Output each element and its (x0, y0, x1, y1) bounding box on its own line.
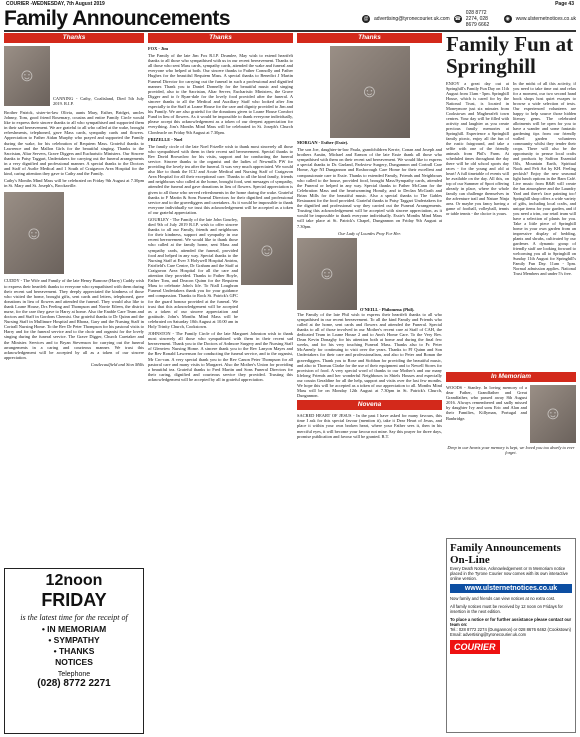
column-2 (148, 33, 293, 733)
online-notices-ad (446, 538, 576, 733)
notice-gourley-body: GOURLEY - The Family of the late John Gourley, died 9th of July 2019 R.I.P. wish to offer sincere thanks to all our Family, friends and neighbours for their kindness, support and sympathy in our recent bereavement. We would like to thank those who called at the family home, sent Mass and sympathy cards, attended the funeral, provided food and helped in any way. Special thanks to the Nursing Staff at Ever 3 Holywell Hospital Antrim, Fairfield's Care Centre, Dr Graham and the Staff at Craigavon Area Hospital for all the care and attention they provided. Thanks to Father Boyle, Father Tom, and Deacon Quinn for the Requiem Mass to celebrate John's life. To Niall Loughran Funeral Undertakers thank you for your guidance and compassion. Thanks to Rock St. Patrick's GFC for the guard honour provided at the funeral. We trust that this acknowledgement will be accepted as a token of our sincere appreciation and gratitude. John's Months Mind Mass will be celebrated on Saturday 10th August at 10.00 am in Holy Trinity Church, Cookstown. (148, 217, 238, 329)
phone-icon: ☎ (454, 16, 461, 22)
notice-novena-body: SACRED HEART OF JESUS - In the past I have asked for many favours, this time I ask for this special favour (mention it), take it Dear Heart of Jesus, and place it within your own broken heart, where your Father sees it, then in his merciful eyes, it will become your favour not mine. Say this prayer for three days, promise publication and favour will be granted. R.T. (297, 413, 442, 439)
deadline-time: 12noon (45, 572, 103, 589)
inmemoriam-section (446, 372, 576, 534)
notice-morgan-body: The son Joe, daughter-in-law Paula, grandchildren Kerrie, Conan and Joseph and brothers Austin, Michael and Eamon of the late Essie thank all those who sympathised with them on their recent sad bereavement. We would like to express a special thanks to Dr. Garland, Parkview Surgery, Dungannon and Cortrall Care Home, Age NI Dungannon and Rosborough Care Home for their excellent and compassionate care to Essie. Thanks to extended Family, Friends and Neighbours who called to the house, provided food, brought Mass/Sympathy cards, attended the Funeral or helped in any way. Special thanks to Father McCann for the Celebration Mass and the heartwarming Homily, and to Declan McGrath and Brian Mills for the beautiful music. Also a special thanks to The Gables Restaurant for the food provided. Grateful thanks to Patsy Taggart Undertakers for the dignified and professional way they carried out the Funeral Arrangements. Trusting this acknowledgement will be accepted with sincere appreciation, as it would be impossible to thank everyone individually. Essie's Months Mind Mass will take place at St. Patrick's Chapel, Dungannon on Friday 9th August at 7.30pm. (297, 147, 442, 229)
thanks-band: Thanks (148, 33, 293, 43)
section-header (4, 8, 576, 30)
inmemoriam-band: In Memoriam (446, 372, 576, 382)
deadline-item: • IN MEMORIAM (41, 624, 107, 634)
contact-phone: 028 8772 2274, 028 8679 6662 (465, 10, 490, 28)
issue-date: COURIER -WEDNESDAY, 7th August 2019 (6, 1, 105, 7)
contact-web[interactable]: www.ulsternetnotices.co.uk (515, 16, 576, 22)
notice-fox-body: The Family of the late Jim Fox R.I.P. Drumlee, May wish to extend heartfelt thanks to all those who sympathised with us in our recent bereavement. Thanks to all those who sent Mass cards, sympathy cards, attended the wake and funeral and everyone who helped at both. Our sincere thanks to Father Connolly and Father Hughes for the beautiful Requiem Mass. A special thanks to Benedict J Martin Funeral Director for carrying out the funeral in such a professional and dignified manner. Thank you to Daniel Donnelly for the beautiful music and singing provided, also to the Sacristan, Altar Server, Eucharistic Ministers, the Grave Digger and to fr Ryan-dale for the lovely food provided after the funeral. A sincere thanks to all the Medical and Auxiliary Staff who looked after Jim especially to the Staff at Loane House for the care and dignity provided to Jim and his Family. We are also grateful for the donations given to Loane House Comfort Fund in lieu of flowers. As it would be impossible to thank everyone individually, please accept this acknowledgement as a token of our deepest appreciation for everything. Jim's Months Mind Mass will be celebrated in St. Joseph's Church Clonfeacle on Friday 9th August at 7.30pm. (148, 53, 293, 135)
deadline-tel: (028) 8772 2271 (37, 678, 111, 689)
feature-article (446, 33, 576, 321)
notice-cuddy-body: CUDDY - The Wife and Family of the late Henry Bunrose (Harry) Cuddy wish to express their heartfelt thanks to everyone who sympathised with them during their recent sad bereavement. They deeply appreciated the kindness of those who visited the home, brought gifts, sent cards and letters, telephoned, gave donations in lieu of flowers and attended the funeral. They would also like to thank Loane House, Drs Feeling and Thompson and Norrie Eileen, the district nurse, for the care they gave to Harry at home. Also the Enable Care Team and doctors and Staff in Gordons Chemist. Our grateful thanks to Dr Quinn and the Nursing Staff in Mullinure Hospital and Rhona, Gary and the Nursing Staff in Cortrall Nursing Home. To the Rev Dr Peter Thompson for his pastoral visits to Harry and for the funeral service and to the choir and organist for the lovely singing during the funeral service. The Grave Digger, Church Caretaker and the Minister. Services and to Bryan Stevenson for carrying out the funeral arrangements in a caring and courteous manner. We trust this acknowledgement will be accepted by all as a token of our sincere appreciation. (4, 278, 144, 360)
ad-place: To place a notice or for further assistance please contact our team on: (450, 617, 572, 627)
deadline-list (8, 624, 140, 668)
notice-woods-body: WOODS - Stanley. In loving memory of a dear Father, Grandfather and Great Grandfather, who passed away 8th August 2016. Always remembered and sadly missed by daughter Ivy and sons Eric and Alan and their Families, Killyman, Portugal and Banbridge. (446, 385, 527, 421)
ad-url[interactable]: www.ulsternetnotices.co.uk (450, 584, 572, 593)
photo-gourley (241, 217, 293, 285)
deadline-item: • THANKS (53, 646, 95, 656)
page-number: Page 43 (555, 1, 574, 7)
notice-cuddy-sign: Castlecaulfield and Sion Mills (90, 361, 144, 367)
deadline-box (4, 568, 144, 734)
portrait-icon: ☺ (360, 81, 379, 102)
notice-oneill-body: The Family of the late Phil wish to express their heartfelt thanks to all who sympathised in our recent bereavement. To all the kind Family and Friends who called at the home, sent cards and flowers and attended the Funeral. Special thanks to all of those involved in our Mother's recent care at Staff of CAH, the dedicated Team in Loane House 2 and to Ann's Home Care. To the Very Rev. Dean Kevin Donaghy for his attention both at home and during the final few weeks, and for his very touching Funeral Mass. Thanks also to Fr. Peter McAnenly for continuing to visit over the years. Thanks to PJ Quinn and Son Undertakers for their care and professionalism, and also to Peter and Ronan the gravediggers. Thank you to Rose and Siobhan for providing the beautiful music, and also to Thomas Clarke for the use of their equipment and to Newell Stores for provision of food. A very special word of thanks to our Mother's and our many lifelong Friends and her wonderful Neighbours in Shiels Houses and especially our cousin Geraldine for all the help, support and visits over the last few months. We hope this will be accepted as a token of our appreciation to all. Months Mind Mass will be on Monday 12th August at 7.30pm in St. Patrick's Church, Dungannon. (297, 311, 442, 399)
notice-frizelle-body: The family circle of the late Noel Frizelle wish to thank most sincerely all those who sympathised with them in their recent sad bereavement. Special thanks to Rev David Brownlow for his visits, support and for conducting the funeral service. Sincere thanks to the organist and the ladies of Newmills PW for providing the lovely tea after the funeral. It was very much appreciated. We would also like to thank the ICU and Acute Medical and Nursing Staff of Craigavon Area Hospital for all their exceptional care. Thanks to all the kind family, friends and neighbours who called at the home, brought food, sent messages of sympathy, attended the funeral and gave donations in lieu of flowers. Special appreciation is given to all those who served refreshments in the home during the wake. Grateful thanks to F Martin & Sons Funeral Directors for their dignified and professional service and to the gravediggers and caretakers. As it would be impossible to thank everyone individually we trust this acknowledgement will be accepted as a token of our grateful appreciation. (148, 143, 293, 215)
feature-body (446, 81, 576, 321)
globe-icon: ◉ (505, 16, 510, 22)
ad-intro: Every Death Notice, Acknowledgement or In Memoriam notice placed in the Tyrone Courier now comes with its own interactive online version. (450, 566, 568, 581)
deadline-tel-label: Telephone (57, 671, 91, 678)
feature-text-right: In the midst of all this activity, if you need to take time out and relax for a moment, our two second hand book shops host quiet escapes to browse a wide selection of texts. Our experienced volunteers are happy to help source those hidden literary gems. The celebrated allotments will be open for you to have a wander and some fantastic gardening tips from our friendly walled garden volunteers community whilst they tender their crops. There will also be the opportunity to peruse local crafts and products by Saffron Essential Oils, Mountain Earth, Spiritual Nook and Felt Art by KH. Feeling peckish? Enjoy the new seasonal light lunch options in the Barn Café. Live music from R&R will create the fun atmosphere and the Laundry Yard and there's face painting too! Springhill shop offers a wide variety of gifts, including local crafts, and unique items for your garden, and if you need a trim, our retail team will have a selection of plants for you. Take a little piece of Springhill home in your own garden from an impressive display of bedding, plants and shrubs, cultivated by our gardener. A dynamic group of friendly staff are looking forward to welcoming you all to Springhill on Sunday 11th August for Springhill's Family Fun Day. 11am - 5pm. Normal admission applies. National Trust Members and under 5's free. (513, 81, 576, 276)
notice-oneill-heading: O'NEILL - Philomena (Phil). (360, 306, 415, 312)
portrait-icon: ☺ (257, 240, 277, 261)
ad-sub: Now family and friends can view notices at no extra cost. (450, 596, 556, 601)
deadline-note: is the latest time for the receipt of (20, 613, 128, 622)
notice-frizelle-heading: FRIZELLE - Noel (148, 136, 183, 142)
notice-woods-verse: Deep in our hearts your memory is kept, we loved you too dearly to ever forget. (447, 445, 575, 456)
column-3 (297, 33, 442, 733)
notice-canning-body: Brother Patrick, sister-in-law Olivia, aunts Mary, Esther, Bridget, uncles Johnny, Tom, good friend Rosemary, cousins and entire Family Circle would like to express their sincere thanks to all who sympathised and supported them in their sad bereavement. We are grateful to all who called at the wake, brought refreshments, telephoned, gave Mass cards, sympathy cards and flowers. Appreciation to Father Aidan Murphy who prayed and supported the Family during the wake, for his celebration of Requiem Mass. Grateful thanks to Lawrence and the Mallon Girls for the beautiful singing. Thanks to the Sacristan, Altar Servers, Grave Diggers and Eucharistic Ministers. Our Sincere thanks to Patsy Taggart, Undertakers for carrying out the funeral arrangements in a very dignified and professional manner. A special thanks to the Doctors and Staff of Aurlie Medical and 1 South of Craigavon Area Hospital for the kind, caring attention they gave to Cathy and the Family. (4, 110, 144, 177)
thanks-band: Thanks (4, 33, 144, 43)
feature-title: Family Fun at Springhill (446, 32, 574, 78)
photo-morgan (330, 46, 410, 138)
deadline-item: NOTICES (55, 657, 93, 667)
notice-johnston-body: JOHNSTON - The Family Circle of the late Margaret Johnston wish to thank most sincerely all those who sympathised with them in their recent sad bereavement. Thank you to the Doctors of Ardmore Surgery and the Nursing Staff of Glenview Nursing Home. A sincere thank you to the Rev Lanyon Mayes and the Rev Ronald Lawrenson for conducting the funeral service, and to the organist, Mr Cro-can. A very special thank you to the Rev Canon Peter Thompson for all pastoral care and many visits to Margaret. Also the Mother's Union for providing a beautiful tea. Grateful thanks to Fred Martin and Sons Funeral Directors for their caring, dignified and courteous service they provided. Trusting this acknowledgement will be accepted by all in grateful appreciation. (148, 331, 293, 382)
ad-email[interactable]: Email: advertising@tyronecourier.uk.com (450, 632, 527, 637)
portrait-icon: ☺ (17, 65, 37, 86)
deadline-item: • SYMPATHY (48, 635, 100, 645)
ad-title: Family Announcements On-Line (450, 542, 561, 566)
portrait-icon: ☺ (543, 403, 563, 424)
contact-email[interactable]: advertising@tyronecourier.uk.com (374, 16, 450, 22)
ad-tel: Tel.: 028 8772 2274 (Dungannon) or 028 8676 6462 (Cookstown) (450, 627, 572, 632)
photo-canning (4, 46, 50, 106)
notice-morgan-sign: Our Lady of Lourdes Pray For Her. (338, 230, 401, 236)
thanks-band: Thanks (297, 33, 442, 43)
contact-strip (362, 10, 576, 28)
notice-canning-mass: Cathy's Months Mind Mass will be celebrated on Friday 9th August at 7.30pm in St. Mary and St. Joseph's, Brockaville. (4, 178, 144, 189)
novena-band: Novena (297, 400, 442, 410)
portrait-icon: ☺ (317, 263, 337, 284)
notice-morgan-heading: MORGAN - Esther (Essie). (297, 140, 349, 145)
ad-note: All family notices must be received by 12 noon on Fridays for insertion in the next edition. (450, 604, 563, 614)
section-title: Family Announcements (4, 7, 231, 30)
portrait-icon: ☺ (24, 222, 44, 243)
photo-oneill (297, 238, 357, 310)
feature-text-left: ENJOY a great day out at Springhill's Family Fun Day on 11th August from 11am - 5pm. Springhill House, which is cared for by the National Trust, is located in Moneymore just six minutes from Cookstown and Magherafelt town centres. Your day will be filled with activity and laughter as you create precious family memories at Springhill. Experience a Springhill family picnic, enjoy all the fun of the rustic fairground, and take a selfie with one of the friendly animals from Phil's Farm. At scheduled times throughout the day there will be old school sports day races - for the young and old at heart! A full timetable of events will be available on the day. All this, on top of our Summer of Sport offering already in place, where the whole family can challenge themselves in the adventure trail and Nature Ninja area. Or maybe you fancy having a game of football, volleyball, tennis or table tennis - the choice is yours. (446, 81, 509, 216)
courier-logo: COURIER (450, 640, 500, 654)
notice-fox-heading: FOX - Jim (148, 46, 168, 51)
deadline-day: FRIDAY (41, 590, 107, 610)
notice-canning-heading: CANNING - Cathy, Coalisland, Died 5th July 2019. R.I.P. (53, 95, 144, 106)
photo-woods (530, 385, 576, 443)
email-icon: @ (363, 16, 369, 22)
photo-cuddy (4, 192, 64, 274)
